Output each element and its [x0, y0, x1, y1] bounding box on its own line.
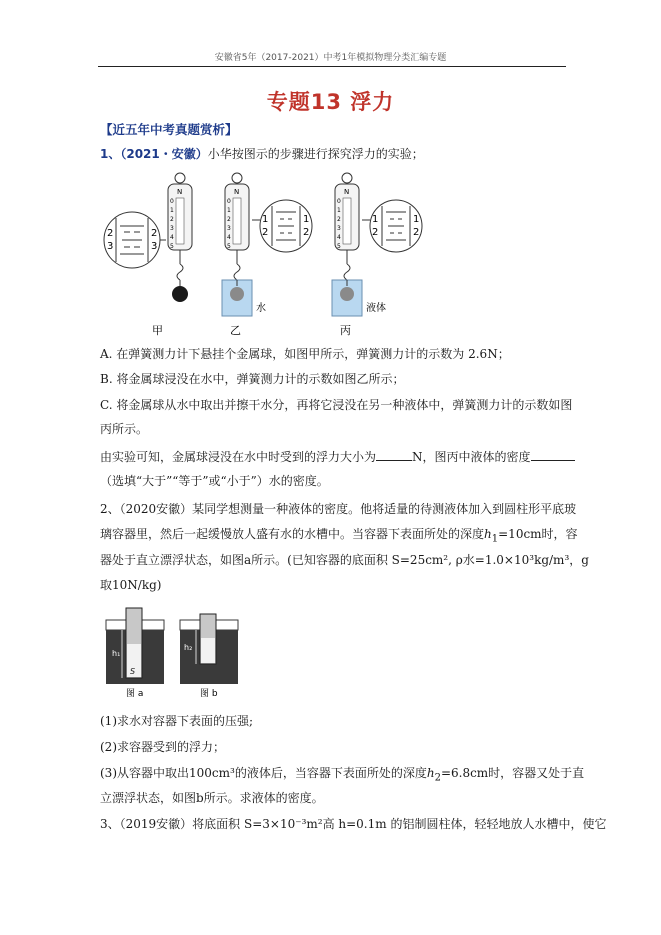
tick-5: 5 [227, 243, 231, 250]
zoom-jia-tick-3: 3 [151, 241, 158, 252]
zoom-yi-tick-3: 2 [303, 227, 310, 238]
tick-1: 1 [170, 207, 174, 214]
q1-stem-text: 小华按图示的步骤进行探究浮力的实验； [207, 147, 424, 161]
figure-label-jia: 甲 [152, 324, 163, 337]
q1-conclusion-text-b: N，图丙中液体的密度 [412, 450, 531, 464]
q2-part2: (2)求容器受到的浮力； [100, 740, 225, 754]
zoom-yi-tick-2: 1 [303, 214, 310, 225]
figure-a-label: 图 a [126, 689, 144, 699]
tick-3: 3 [170, 225, 174, 232]
zoom-circle-jia [104, 212, 166, 268]
zoom-yi-tick-1: 2 [262, 227, 269, 238]
q1-option-b: B. 将金属球浸没在水中，弹簧测力计的示数如图乙所示； [100, 372, 405, 386]
zoom-yi-tick-0: 1 [262, 214, 269, 225]
section-heading: 【近五年中考真题赏析】 [100, 122, 238, 137]
q1-option-c-cont: 丙所示。 [100, 422, 149, 436]
q2-stem-line4: 取10N/kg) [100, 578, 162, 592]
page-title: 专题13 浮力 [266, 90, 395, 114]
q3-stem-line1 [100, 816, 607, 833]
metal-ball-bing [340, 287, 354, 301]
zoom-bing-tick-3: 2 [413, 227, 420, 238]
zoom-circle-bing [362, 200, 422, 252]
q2-line2-text-a: 璃容器里，然后一起缓慢放人盛有水的水槽中。当容器下表面所处的深度 [100, 527, 485, 541]
q2-var-h2: h [426, 766, 435, 780]
q2-part1: (1)求水对容器下表面的压强; [100, 714, 254, 728]
q2-var-h2-sub: 2 [434, 772, 441, 784]
q1-conclusion-text-a: 由实验可知，金属球浸没在水中时受到的浮力大小为 [100, 450, 377, 464]
q1-conclusion [100, 449, 562, 466]
figure-label-yi: 乙 [230, 324, 241, 337]
tick-0: 0 [227, 198, 231, 205]
zoom-bing-tick-1: 2 [372, 227, 379, 238]
tick-2: 2 [337, 216, 341, 223]
q2-stem-line1 [100, 501, 577, 518]
metal-ball-jia [172, 286, 188, 302]
q2-part3-cont: 立漂浮状态，如图b所示。求液体的密度。 [100, 791, 324, 805]
q2-var-h1: h [484, 527, 492, 541]
figure-label-bing: 丙 [340, 324, 351, 337]
s-label: S [130, 667, 136, 676]
q1-number: 1、 [100, 147, 121, 161]
q1-option-a: A. 在弹簧测力计下悬挂个金属球，如图甲所示，弹簧测力计的示数为 2.6N； [100, 347, 510, 361]
tick-5: 5 [170, 243, 174, 250]
running-header: 安徽省5年（2017-2021）中考1年模拟物理分类汇编专题 [214, 53, 447, 63]
q2-number: 2、 [100, 502, 120, 516]
q3-line1-text: （2019安徽）将底面积 S=3×10⁻³m²高 h=0.1m 的铝制圆柱体，轻轻地放人水槽中，使它 [119, 817, 607, 831]
spring-scale-jia [168, 173, 192, 302]
h2-label: h₂ [184, 643, 193, 652]
h1-label: h₁ [112, 649, 121, 658]
tick-2: 2 [170, 216, 174, 223]
q1-source: （2021・安徽） [120, 147, 208, 161]
zoom-bing-tick-0: 1 [372, 214, 379, 225]
tick-4: 4 [337, 234, 341, 241]
tick-3: 3 [227, 225, 231, 232]
figure-a [106, 608, 164, 699]
q1-answer-blank-density[interactable] [531, 449, 575, 461]
tick-3: 3 [337, 225, 341, 232]
tick-0: 0 [170, 198, 174, 205]
q3-number: 3、 [100, 817, 120, 831]
scale-unit-bing: N [344, 188, 350, 196]
spring-scale-yi [222, 173, 269, 316]
zoom-jia-tick-1: 3 [107, 241, 114, 252]
liquid-label-bing: 液体 [366, 303, 386, 314]
tick-5: 5 [337, 243, 341, 250]
q2-stem-line2 [100, 526, 578, 547]
zoom-jia-tick-0: 2 [107, 228, 114, 239]
q2-line2-text-b: =10cm时，容 [498, 527, 578, 541]
metal-ball-yi [230, 287, 244, 301]
figure-b [180, 614, 238, 699]
q1-answer-blank-buoyancy[interactable] [376, 449, 412, 461]
zoom-jia-tick-2: 2 [151, 228, 158, 239]
q2-stem-line3: 器处于直立漂浮状态，如图a所示。(已知容器的底面积 S=25cm², ρ水=1.0×10³kg/m³，g [100, 553, 589, 567]
scale-unit-yi: N [234, 188, 240, 196]
tick-1: 1 [227, 207, 231, 214]
figure-b-label: 图 b [200, 689, 218, 699]
q2-figure [104, 604, 244, 700]
zoom-bing-tick-2: 1 [413, 214, 420, 225]
q2-line1-text: （2020安徽）某同学想测量一种液体的密度。他将适量的待测液体加入到圆柱形平底玻 [119, 502, 577, 516]
tick-2: 2 [227, 216, 231, 223]
q2-part3 [100, 765, 585, 786]
q2-part3-text-a: (3)从容器中取出100cm³的液体后，当容器下表面所处的深度 [100, 766, 427, 780]
zoom-circle-yi [252, 200, 312, 252]
q1-stem [100, 146, 562, 163]
tick-1: 1 [337, 207, 341, 214]
q1-conclusion-cont: （选填“大于”“等于”或“小于”）水的密度。 [100, 474, 329, 488]
q2-part3-text-b: =6.8cm时，容器又处于直 [440, 766, 585, 780]
q2-var-h1-sub: 1 [491, 533, 499, 545]
scale-unit-jia: N [177, 188, 183, 196]
q1-option-c: C. 将金属球从水中取出并擦干水分，再将它浸没在另一种液体中，弹簧测力计的示数如图 [100, 398, 573, 412]
liquid-label-yi: 水 [256, 303, 266, 314]
header-rule [98, 66, 566, 67]
tick-0: 0 [337, 198, 341, 205]
tick-4: 4 [170, 234, 174, 241]
q1-figure [100, 168, 562, 340]
tick-4: 4 [227, 234, 231, 241]
